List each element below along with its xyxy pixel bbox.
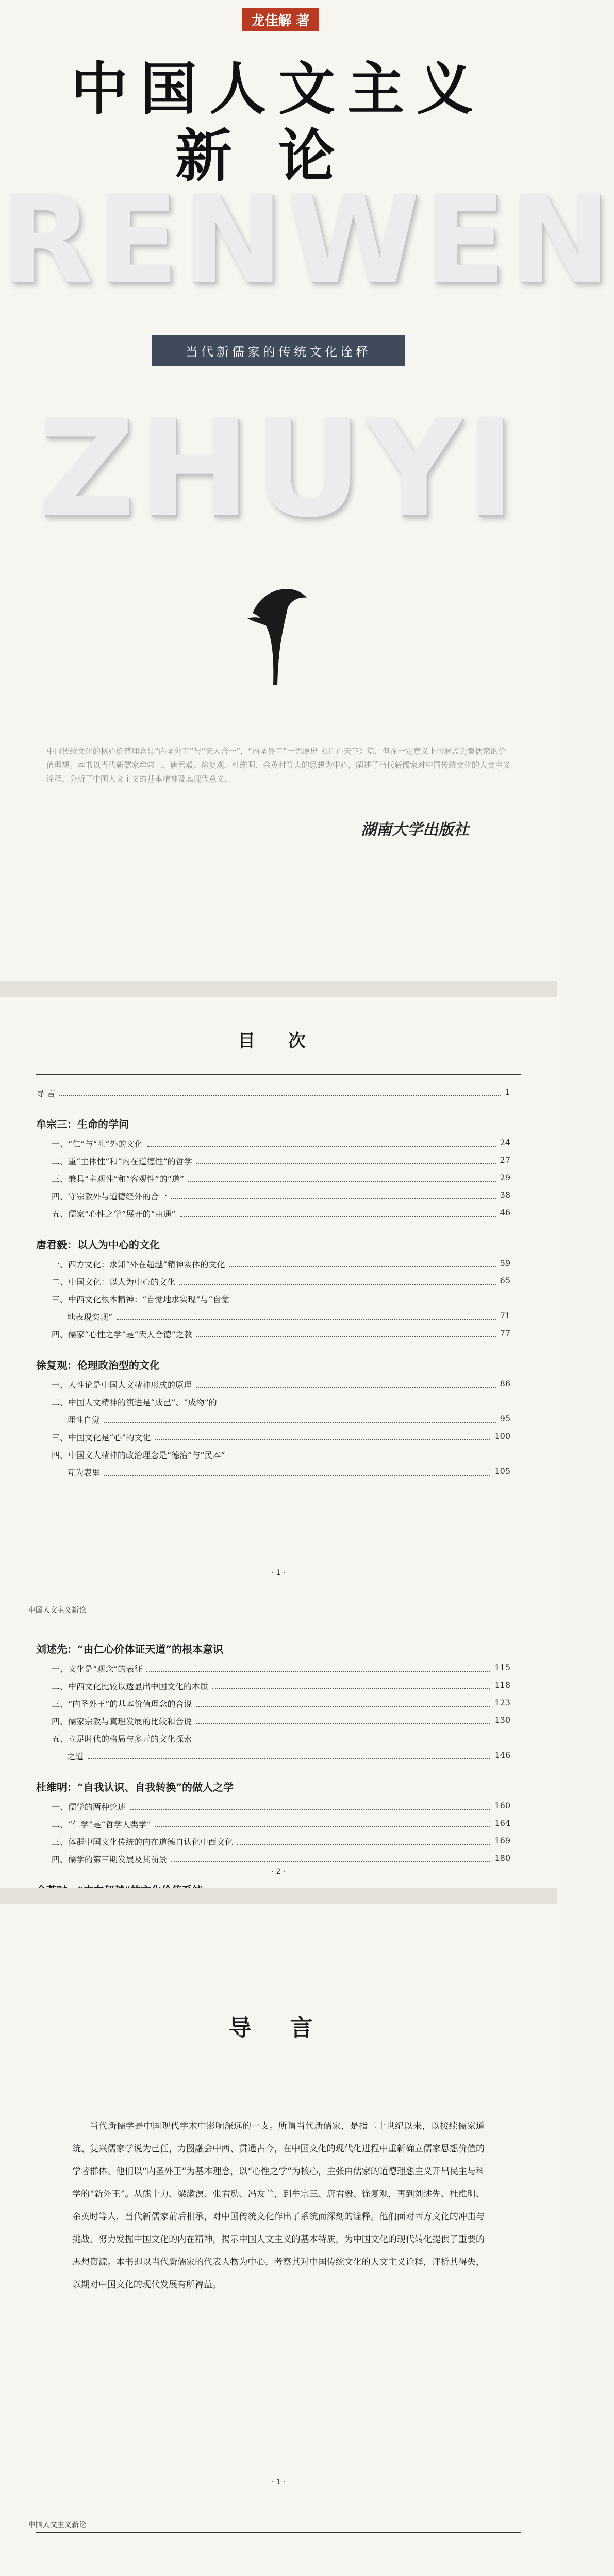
author-tag: 龙佳解 著 [242,8,319,31]
toc-entry-title: 二、中国人文精神的演进是“成己”、“成物”的 [52,1398,217,1408]
toc-entry-page: 29 [500,1173,510,1182]
toc-entry-page: 71 [500,1311,510,1320]
toc-entry-title: 之道 [67,1752,84,1761]
toc-entry-title: 三、兼具“主观性”和“客观性”的“道” [52,1174,185,1184]
toc-entry-page: 38 [500,1190,510,1200]
toc-entry [36,1138,521,1155]
running-head: 中国人文主义新论 [28,2521,86,2529]
toc-entry-title: 徐复观：伦理政治型的文化 [36,1359,160,1371]
toc-leader-dots [117,1316,496,1320]
toc-entry [36,1116,521,1137]
toc-entry [36,1641,521,1662]
toc-entry-title: 刘述先：“由仁心价体证天道”的根本意识 [36,1643,224,1655]
toc-top-rule [36,1074,521,1075]
toc-entry-title: 牟宗三：生命的学问 [36,1118,129,1130]
page-number: · 1 · [271,2478,286,2486]
toc-entry [36,1801,521,1818]
toc-heading: 目 次 [238,1031,319,1052]
toc-entry-title: 三、中国文化是“心”的文化 [52,1433,151,1443]
toc-entry-title: 导 言 [36,1089,56,1098]
bird-emblem-icon [242,582,314,690]
toc-entry-title: 地表现实现” [67,1312,113,1322]
toc-entry-page: 24 [500,1138,510,1147]
toc-leader-dots [171,1858,490,1862]
toc-entry [36,1173,521,1190]
toc-leader-dots [171,1195,496,1199]
toc-entry [36,1258,521,1276]
toc-entry [36,1087,521,1105]
toc-entry-title: 一、文化是“观念”的表征 [52,1664,143,1674]
toc-entry-page: 59 [500,1258,510,1268]
toc-entry [36,1750,521,1768]
toc-leader-dots [147,1143,496,1147]
toc-entry [36,1698,521,1715]
intro-heading: 导 言 [228,2015,328,2041]
page-gap [0,981,557,997]
toc-entry-page: 27 [500,1155,510,1165]
toc-leader-dots [196,1720,490,1724]
toc-entry-title: 唐君毅：以人为中心的文化 [36,1239,160,1251]
toc-entry [36,1733,521,1750]
toc-entry-page: 130 [494,1715,510,1725]
toc-entry-title: 二、“仁学”是“哲学人类学” [52,1820,151,1829]
toc-leader-dots [155,1823,490,1827]
toc-leader-dots [130,1806,490,1810]
toc-entry [36,1208,521,1225]
toc-entry [36,1293,521,1311]
book-cover [0,0,614,981]
toc-leader-dots [188,1178,496,1182]
toc-entry-title: 三、体群中国文化传统的内在道德自认化中西文化 [52,1837,234,1847]
toc-leader-dots [179,1281,496,1285]
toc-leader-dots [104,1419,496,1423]
toc-entry-title: 四、儒家宗教与真理发展的比较和合说 [52,1717,192,1726]
toc-entry-title: 四、中国文人精神的政治理念是“德治”与“民本” [52,1450,225,1460]
cover-title-line1: 中国人文主义 [71,56,486,122]
toc-entry-page: 160 [494,1801,510,1810]
table-of-contents [0,997,557,1888]
toc-leader-dots [229,1263,496,1267]
publisher-name: 湖南大学出版社 [361,821,469,839]
toc-entry [36,1379,521,1396]
toc-leader-dots [155,1436,490,1440]
toc-leader-dots [212,1685,490,1689]
toc-leader-dots [146,1668,490,1672]
toc-leader-dots [104,1471,490,1476]
toc-entry [36,1190,521,1208]
cover-blurb: 中国传统文化的核心价值理念是“内圣外王”与“天人合一”，“内圣外王”一语原出《庄子·天下》篇，但在一定意义上可涵盖先秦儒家的价值理想。本书以当代新儒家牟宗三、唐君毅、徐复观、杜维明、余英时等人的思想为中心，阐述了当代新儒家对中国传统文化的人文主义诠释，分析了中国人文主义的基本精神及其现代意义。 [46,747,511,784]
cover-latin-line2: ZHUYI [38,392,519,547]
toc-entry-title: 五、儒家“心性之学”展开的“曲通” [52,1209,176,1219]
toc-entry-title: 二、中国文化：以人为中心的文化 [52,1277,176,1287]
toc-entry [36,1396,521,1414]
toc-entry-page: 65 [500,1276,510,1285]
toc-entry [36,1466,521,1484]
toc-entry [36,1236,521,1257]
toc-leader-dots [180,1213,496,1217]
page-number: · 2 · [271,1868,286,1876]
toc-leader-dots [196,1160,496,1164]
toc-entry-page: 46 [500,1208,510,1217]
toc-entry-title: 杜维明：“自我认识、自我转换”的做人之学 [36,1781,234,1793]
cover-subtitle: 当代新儒家的传统文化诠释 [152,335,405,366]
toc-entry-page: 86 [500,1379,510,1388]
toc-entry-title: 一、儒学的两种论述 [52,1802,126,1812]
toc-entry [36,1357,521,1378]
toc-leader-dots [196,1703,490,1707]
toc-entry-title: 四、儒家“心性之学”是“天人合德”之教 [52,1330,192,1340]
toc-entry-title: 三、中西文化根本精神：“自觉地求实现”与“自觉 [52,1295,229,1304]
page-gap [0,1888,557,1904]
toc-leader-dots [88,1755,490,1759]
toc-entry-page: 169 [494,1836,510,1845]
toc-entry-page: 77 [500,1328,510,1338]
toc-entry [36,1431,521,1449]
toc-entry-title: 一、人性论是中国人文精神形成的原理 [52,1380,192,1390]
toc-entry-page: 95 [500,1414,510,1423]
toc-entry-page: 146 [494,1750,510,1760]
toc-entry-title: 五、立足时代的格局与多元的文化探索 [52,1734,192,1744]
cover-latin-line1: RENWEN [0,170,614,311]
toc-entry-page: 115 [494,1663,510,1672]
toc-entry-title: 理性自觉 [67,1415,101,1425]
introduction-page [0,1904,557,2576]
toc-entry-title: 四、儒学的第三期发展及其前景 [52,1855,168,1865]
toc-entry-page: 118 [494,1680,510,1690]
intro-body: 当代新儒学是中国现代学术中影响深远的一支。所谓当代新儒家，是指二十世纪以来，以接续儒家道统、复兴儒家学说为己任，力图融会中西、贯通古今，在中国文化的现代化进程中重新确立儒家思想价值的学者群体。他们以“内圣外王”为基本理念，以“心性之学”为核心，主张由儒家的道德理想主义开出民主与科学的“新外王”。从熊十力、梁漱溟、张君劢、冯友兰，到牟宗三、唐君毅、徐复观，再到刘述先、杜维明、余英时等人，当代新儒家前后相承，对中国传统文化作出了系统而深刻的诠释。他们面对西方文化的冲击与挑战，努力发掘中国文化的内在精神，揭示中国人文主义的基本特质，为中国文化的现代转化提供了重要的思想资源。本书即以当代新儒家的代表人物为中心，考察其对中国传统文化的人文主义诠释，评析其得失，以期对中国文化的现代发展有所裨益。 [72,2121,485,2290]
toc-leader-dots [237,1841,490,1845]
toc-entry [36,1328,521,1346]
toc-entry-title: 二、重“主体性”和“内在道德性”的哲学 [52,1157,192,1166]
toc-entry-title: 互为表里 [67,1468,101,1478]
toc-entry [36,1818,521,1836]
toc-entry-page: 180 [494,1853,510,1863]
toc-entry [36,1414,521,1431]
toc-entry [36,1276,521,1293]
cover-title-line2: 新论 [175,123,381,189]
running-head-rule [36,2532,521,2533]
toc-entry [36,1680,521,1698]
toc-entry-page: 105 [494,1466,510,1476]
toc-entry [36,1779,521,1800]
toc-leader-dots [196,1384,496,1388]
toc-entry-page: 100 [494,1431,510,1441]
toc-entry-page: 1 [505,1087,510,1097]
toc-entry-title: 二、中西文化比较以透显出中国文化的本质 [52,1682,209,1691]
toc-entry-title: 一、“仁”与“礼”外的文化 [52,1139,143,1149]
toc-leader-dots [59,1092,501,1096]
toc-entry [36,1663,521,1680]
toc-entry-title: 三、“内圣外王”的基本价值理念的合说 [52,1699,192,1709]
toc-entry [36,1155,521,1173]
toc-entry [36,1836,521,1853]
toc-entry [36,1311,521,1328]
toc-entry [36,1449,521,1466]
page-number: · 1 · [271,1569,286,1577]
toc-entry-page: 164 [494,1818,510,1828]
toc-entry [36,1715,521,1733]
toc-leader-dots [196,1333,496,1337]
toc-entry-page: 123 [494,1698,510,1707]
toc-entry-title: 四、守宗教外与道德经外的合一 [52,1192,168,1201]
toc-entry-title: 一、西方文化：求知“外在超越”精神实体的文化 [52,1260,225,1269]
running-head: 中国人文主义新论 [28,1606,86,1615]
